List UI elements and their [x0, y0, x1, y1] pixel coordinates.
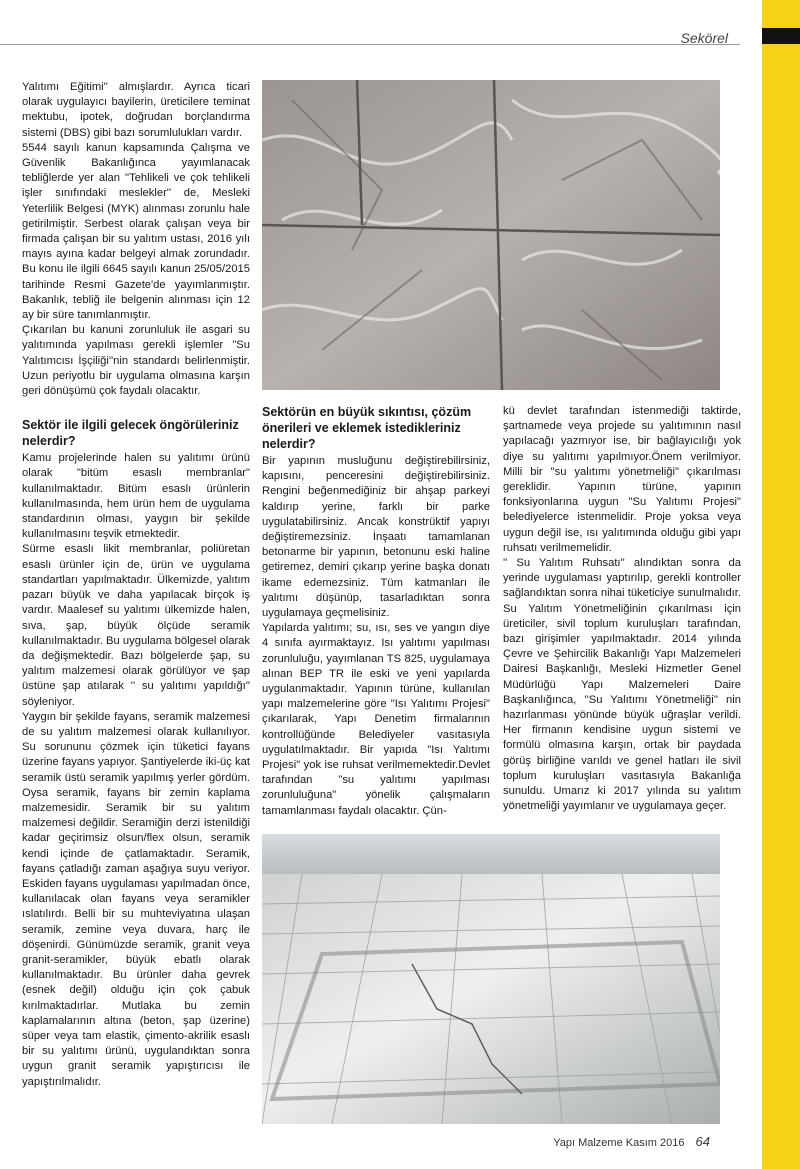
page-footer	[553, 1134, 710, 1149]
paragraph: Bir yapının musluğunu değiştirebilirsiniz, kapısını, penceresini değiştirebilirsiniz. Rengini beğenmediğiniz bir ahşap parkeyi kaldırıp yerine, farklı bir parke uygulatabilirsiniz. Ancak konstrüktif yapıyı değiştiremezsiniz. İnşaatı tamamlanan betonarme bir yapının, betonunu eski haline getiremez, demiri çıkarıp yerine başka donatı ikame edemezsiniz. Tüm katmanları ile yalıtımı düşünüp, tasarladıktan sonra uygulamaya geçmelisiniz.	[262, 455, 490, 620]
section-heading: Sektör ile ilgili gelecek öngörüleriniz nelerdir?	[22, 418, 239, 449]
paragraph: Kamu projelerinde halen su yalıtımı ürünü olarak "bitüm esaslı membranlar" kullanılmaktadır. Bitüm esaslı ürünlerin kullanılmasında, hem ürün hem de uygulama standardının olması, yaygın bir şekilde kullanılmasını teşvik etmektedir.	[22, 452, 250, 541]
section-title: Sekörel	[680, 30, 728, 46]
column-3	[503, 404, 741, 814]
header-rule	[0, 44, 740, 45]
cracked-floor-photo	[262, 834, 720, 1124]
column-1	[22, 80, 250, 1090]
page-number: 64	[695, 1134, 710, 1149]
paragraph: Yapılarda yalıtımı; su, ısı, ses ve yangın diye 4 sınıfa ayırmaktayız. Isı yalıtımı yapılması zorunluluğu, yayımlanan TS 825, uygulamaya alınan BEP TR ile eski ve yeni yapılarda uygulanmaktadır. Yapının türüne, kullanılan yapı malzemelerine göre "Isı Yalıtımı Projesi" çıkarılarak, Yapı Denetim firmalarının kontrollüğünde Belediyeler vasıtasıyla uygulatılmaktadır. Bir yapıda "Isı Yalıtımı Projesi" yok ise ruhsat verilmemektedir.Devlet tarafından "su yalıtımı yapılması zorunluluğuna" yönelik çalışmaların tamamlanması faydalı olacaktır. Çün-	[262, 622, 490, 817]
paragraph: 5544 sayılı kanun kapsamında Çalışma ve Güvenlik Bakanlığınca yayımlanacak tebliğlerde yer alan ''Tehlikeli ve çok tehlikeli işler sınıfındaki meslekler'' de, Mesleki Yeterlilik Belgesi (MYK) alınması zorunlu hale getirilmiştir. Serbest olarak çalışan veya bir firmada çalışan bir su yalıtım ustası, 2016 yılı mayıs ayına kadar belgeyi almak zorundadır. Bu konu ile ilgili 6645 sayılı kanun 25/05/2015 tarihinde Resmi Gazete'de yayımlanmıştır. Bakanlık, tebliğ ile belgenin alınması için 12 ay bir süre tanımlanmıştır.	[22, 141, 250, 322]
paragraph: '' Su Yalıtım Ruhsatı'' alındıktan sonra da yerinde uygulaması yaptırılıp, gerekli kontroller sağlandıktan sonra nihai tüketiciye sunulmalıdır. Su Yalıtım Yönetmeliğinin çıkarılması için üreticiler, sivil toplum kuruluşları tarafından, bazı girişimler yapılmaktadır. 2014 yılında Çevre ve Şehircilik Bakanlığı Yapı Malzemeleri Dairesi Başkanlığı, Mesleki Hizmetler Genel Müdürlüğü Yapı Malzemeleri Daire Başkanlığınca, ''Su Yalıtımı Yönetmeliği'' nin hazırlanması yönünde büyük uğraşlar verildi. Her firmanın kendisine uygun sistemi ve formülü olmasına karşın, ortak bir paydada görüş birliğine varıldı ve genel hatları ile sivil toplum kuruluşları vasıtasıyla Bakanlığa sunuldu. Umarız ki 2017 yılında su yalıtım yönetmeliği yayımlanır ve uygulamaya geçer.	[503, 557, 741, 813]
magazine-name: Yapı Malzeme Kasım 2016	[553, 1137, 685, 1149]
paragraph: Yaygın bir şekilde fayans, seramik malzemesi de su yalıtım malzemesi olarak kullanılıyor. Su sorununu çözmek için tüketici fayans üzerine fayans yapıyor. Şantiyelerde iki-üç kat seramik üstü seramik yapılmış yerler gördüm. Oysa seramik, fayans bir zemin kaplama malzemesidir. Seramik bir su yalıtım malzemesi değildir. Seramiğin derzi istenildiği kadar geçirimsiz olsun/flex olsun, seramik kendi içinde de çatlamaktadır. Seramik, fayans çatladığı zaman aşağıya suyu veriyor. Eskiden fayans uygulaması yapılmadan önce, kullanılacak olan fayans veya seramikler ıslatılırdı. Belli bir su muhteviyatına ulaşan seramik, zemine veya duvara, harç ile döşenirdi. Günümüzde seramik, granit veya granit-seramikler, büyük ebatlı olarak kullanılmaktadır. Bu ürünler daha gevrek (esnek değil) olduğu için çok çabuk kırılmaktadırlar. Mutlaka bu zemin kaplamalarının altına (beton, şap üzerine) süper veya tam elastik, çimento-akrilik esaslı bir su yalıtımı ürünü, uygulandıktan sonra uygun granit seramik yapıştırıcısı ile yapıştırılmalıdır.	[22, 710, 250, 1088]
paragraph: kü devlet tarafından istenmediği taktirde, şartnamede veya projede su yalıtımının nasıl yapılacağı yazmıyor ise, bir bağlayıcılığı yok diye su yalıtımı yapılmıyor.Önem verilmiyor. Milli bir "su yalıtımı yönetmeliği" çıkarılması gereklidir. Yapının türüne, yapının fonksiyonlarına uygun "Su Yalıtımı Projesi" belediyelerce istenmelidir. Proje yoksa veya uygun değil ise, ısı yalıtımında olduğu gibi yapı ruhsatı verilmemelidir.	[503, 405, 741, 554]
section-heading: Sektörün en büyük sıkıntısı, çözüm önerileri ve eklemek istedikleriniz nelerdir?	[262, 405, 472, 451]
paragraph: Çıkarılan bu kanuni zorunluluk ile asgari su yalıtımında yapılması gerekli işlemler "Su Yalıtımcısı İşçiliği''nin standardı belirlenmiştir. Uzun periyotlu bir uygulama olmasına karşın geri dönüşümü çok faydalı olacaktır.	[22, 324, 250, 398]
paragraph: Yalıtımı Eğitimi'' almışlardır. Ayrıca ticari olarak uygulayıcı bayilerin, üreticilere teminat mektubu, ipotek, doğrudan borçlandırma sistemi (DBS) gibi bazı sorumlulukları vardır.	[22, 81, 250, 139]
yellow-side-bar	[762, 0, 800, 1169]
black-tab	[762, 28, 800, 44]
column-2	[262, 404, 490, 819]
marble-tile-photo	[262, 80, 720, 390]
paragraph: Sürme esaslı likit membranlar, poliüretan esaslı ürünler için de, ürün ve uygulama standartları yapılmaktadır. Ülkemizde, yalıtım pazarı büyük ve daha yapılacak birçok iş vardır. Maalesef su yalıtımı ülkemizde halen, sıva, şap, büyük ölçüde seramik kullanılmaktadır. Bu uygulama bölgesel olarak da değişmektedir. Bazı bölgelerde şap, su yalıtım malzemesi olarak görülüyor ve şap üstüne şap atılarak '' su yalıtımı yapıldığı'' söyleniyor.	[22, 543, 250, 708]
